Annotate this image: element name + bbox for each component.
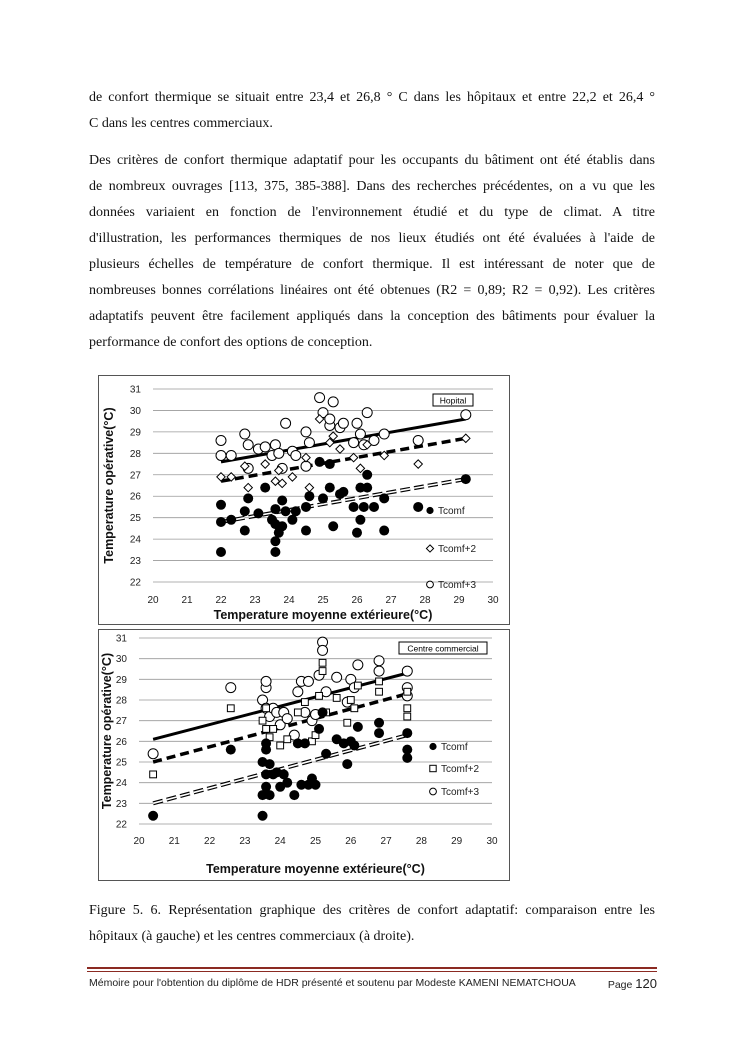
data-point <box>352 418 362 428</box>
x-tick-label: 28 <box>415 836 427 847</box>
data-point <box>314 724 324 734</box>
data-point <box>263 726 270 733</box>
data-point <box>291 450 301 460</box>
data-point <box>261 460 269 468</box>
data-point <box>243 440 253 450</box>
x-tick-label: 30 <box>486 836 498 847</box>
text-line: plusieurs échelles de température de confort thermique. Il est intéressant de noter que de <box>89 257 655 272</box>
data-point <box>282 778 292 788</box>
x-tick-label: 22 <box>204 836 216 847</box>
data-point <box>244 483 252 491</box>
chart-title: Centre commercial <box>407 643 479 654</box>
data-point <box>274 448 284 458</box>
y-tick-label: 27 <box>115 716 127 728</box>
data-point <box>260 442 270 452</box>
y-tick-label: 23 <box>129 556 141 568</box>
data-point <box>338 487 348 497</box>
data-point <box>352 528 362 538</box>
data-point <box>226 515 236 525</box>
page-label: Page <box>607 979 633 991</box>
data-point <box>315 457 325 467</box>
text-line: données variaient en fonction de l'environnement étudié et du type de climat. A titre <box>89 205 655 220</box>
data-point <box>282 714 292 724</box>
data-point <box>325 414 335 424</box>
y-tick-label: 24 <box>129 534 141 546</box>
data-point <box>349 453 357 461</box>
data-point <box>270 504 280 514</box>
data-point <box>319 659 326 666</box>
x-tick-label: 27 <box>385 595 397 606</box>
data-point <box>404 705 411 712</box>
legend-label: Tcomf+2 <box>438 544 477 555</box>
data-point <box>353 660 363 670</box>
data-point <box>260 483 270 493</box>
data-point <box>284 736 291 743</box>
data-point <box>325 459 335 469</box>
data-point <box>379 493 389 503</box>
data-point <box>288 473 296 481</box>
y-tick-label: 26 <box>115 736 127 748</box>
data-point <box>311 780 321 790</box>
data-point <box>301 461 311 471</box>
x-tick-label: 27 <box>380 836 392 847</box>
y-tick-label: 25 <box>115 757 127 769</box>
text-line: d'illustration, les performances thermiques de nos lieux étudiés ont été évaluées à l'aide de <box>89 231 655 246</box>
y-tick-label: 23 <box>115 798 127 810</box>
data-point <box>148 749 158 759</box>
data-point <box>362 483 372 493</box>
caption-line: hôpitaux (à gauche) et les centres commerciaux (à droite). <box>89 929 415 944</box>
data-point <box>461 410 471 420</box>
data-point <box>356 464 364 472</box>
y-tick-label: 28 <box>129 448 141 460</box>
caption-line: Figure 5. 6. Représentation graphique des critères de confort adaptatif: comparaison entre les <box>89 903 655 918</box>
data-point <box>338 418 348 428</box>
y-tick-label: 29 <box>115 674 127 686</box>
x-tick-label: 22 <box>215 595 227 606</box>
data-point <box>321 749 331 759</box>
data-point <box>281 506 291 516</box>
data-point <box>226 745 236 755</box>
data-point <box>277 742 284 749</box>
data-point <box>332 672 342 682</box>
footer-rule <box>87 971 657 972</box>
chart-title: Hopital <box>439 395 467 406</box>
x-tick-label: 29 <box>451 836 463 847</box>
x-tick-label: 30 <box>487 595 499 606</box>
data-point <box>216 500 226 510</box>
x-tick-label: 21 <box>181 595 193 606</box>
data-point <box>301 526 311 536</box>
data-point <box>304 491 314 501</box>
data-point <box>302 453 310 461</box>
data-point <box>355 515 365 525</box>
data-point <box>318 645 328 655</box>
x-tick-label: 23 <box>239 836 251 847</box>
legend-marker <box>430 765 436 771</box>
data-point <box>304 438 314 448</box>
legend-marker <box>430 788 437 795</box>
y-tick-label: 28 <box>115 695 127 707</box>
y-tick-label: 24 <box>115 778 127 790</box>
data-point <box>291 506 301 516</box>
data-point <box>226 450 236 460</box>
data-point <box>148 811 158 821</box>
data-point <box>305 483 313 491</box>
hospital-chart-svg <box>99 376 509 624</box>
data-point <box>349 502 359 512</box>
data-point <box>270 547 280 557</box>
x-axis-label: Temperature moyenne extérieure(°C) <box>206 862 425 876</box>
data-point <box>359 502 369 512</box>
data-point <box>328 397 338 407</box>
data-point <box>315 393 325 403</box>
data-point <box>216 450 226 460</box>
data-point <box>402 728 412 738</box>
y-tick-label: 22 <box>115 819 127 831</box>
y-tick-label: 25 <box>129 513 141 525</box>
data-point <box>374 656 384 666</box>
x-tick-label: 29 <box>453 595 465 606</box>
data-point <box>265 790 275 800</box>
data-point <box>243 493 253 503</box>
x-tick-label: 28 <box>419 595 431 606</box>
page-number <box>608 976 657 991</box>
x-tick-label: 20 <box>133 836 145 847</box>
data-point <box>342 759 352 769</box>
data-point <box>319 668 326 675</box>
data-point <box>253 508 263 518</box>
data-point <box>301 502 311 512</box>
data-point <box>461 474 471 484</box>
x-axis-label: Temperature moyenne extérieure(°C) <box>213 608 433 622</box>
data-point <box>414 460 422 468</box>
hospital-chart <box>98 375 510 625</box>
data-point <box>265 759 275 769</box>
mall-chart <box>98 629 510 881</box>
data-point <box>351 705 358 712</box>
data-point <box>344 719 351 726</box>
data-point <box>462 434 470 442</box>
data-point <box>404 713 411 720</box>
data-point <box>336 445 344 453</box>
data-point <box>226 683 236 693</box>
footer-text: Mémoire pour l'obtention du diplôme de HDR présenté et soutenu par Modeste KAMENI NEMATCHOUA <box>89 977 576 989</box>
legend-label: Tcomf+3 <box>441 787 480 798</box>
paragraph-2 <box>89 148 655 356</box>
data-point <box>347 697 354 704</box>
data-point <box>316 692 323 699</box>
x-tick-label: 25 <box>309 836 322 847</box>
text-line: nombreuses bonnes corrélations linéaires ont été obtenues (R2 = 0,89; R2 = 0,92). Les critères <box>89 283 655 298</box>
data-point <box>333 695 340 702</box>
data-point <box>293 687 303 697</box>
data-point <box>355 429 365 439</box>
data-point <box>277 521 287 531</box>
data-point <box>277 496 287 506</box>
y-tick-label: 29 <box>129 427 141 439</box>
data-point <box>150 771 157 778</box>
data-point <box>300 738 310 748</box>
data-point <box>376 678 383 685</box>
data-point <box>318 493 328 503</box>
data-point <box>258 811 268 821</box>
data-point <box>263 705 270 712</box>
data-point <box>240 506 250 516</box>
y-tick-label: 26 <box>129 491 141 503</box>
y-tick-label: 31 <box>115 633 127 645</box>
data-point <box>349 438 359 448</box>
data-point <box>261 676 271 686</box>
data-point <box>303 676 313 686</box>
legend-marker <box>426 507 433 514</box>
legend-marker <box>427 581 434 588</box>
data-point <box>261 738 271 748</box>
data-point <box>294 709 301 716</box>
data-point <box>325 483 335 493</box>
mall-chart-svg <box>99 630 509 880</box>
y-tick-label: 30 <box>129 405 141 417</box>
data-point <box>301 427 311 437</box>
data-point <box>270 536 280 546</box>
data-point <box>289 790 299 800</box>
text-line: adaptatifs peuvent être facilement appliqués dans la conception des bâtiments pour évaluer la <box>89 309 655 324</box>
y-tick-label: 27 <box>129 470 141 482</box>
data-point <box>404 688 411 695</box>
x-tick-label: 21 <box>168 836 180 847</box>
data-point <box>328 521 338 531</box>
text-line: Des critères de confort thermique adaptatif pour les occupants du bâtiment ont été établis dans <box>89 153 655 168</box>
y-axis-label: Temperature opérative(°C) <box>100 652 114 810</box>
data-point <box>402 666 412 676</box>
text-line: performance de confort des options de conception. <box>89 335 373 350</box>
x-tick-label: 24 <box>283 595 295 606</box>
page-number-value: 120 <box>635 976 657 991</box>
y-axis-label: Temperature opérative(°C) <box>102 407 116 564</box>
y-tick-label: 22 <box>129 577 141 589</box>
x-tick-label: 20 <box>147 595 159 606</box>
data-point <box>349 740 359 750</box>
y-tick-label: 31 <box>129 384 141 396</box>
data-point <box>302 699 309 706</box>
x-tick-label: 23 <box>249 595 261 606</box>
data-point <box>216 435 226 445</box>
data-point <box>281 418 291 428</box>
x-tick-label: 26 <box>351 595 363 606</box>
x-tick-label: 24 <box>274 836 286 847</box>
data-point <box>369 502 379 512</box>
data-point <box>216 517 226 527</box>
legend-label: Tcomf <box>441 742 468 753</box>
data-point <box>402 753 412 763</box>
data-point <box>259 717 266 724</box>
data-point <box>376 688 383 695</box>
data-point <box>379 526 389 536</box>
data-point <box>374 718 384 728</box>
paragraph-1 <box>89 85 655 137</box>
data-point <box>240 429 250 439</box>
data-point <box>362 408 372 418</box>
footer-rule <box>87 967 657 969</box>
data-point <box>379 429 389 439</box>
data-point <box>240 526 250 536</box>
data-point <box>227 705 234 712</box>
data-point <box>216 547 226 557</box>
y-tick-label: 30 <box>115 654 127 666</box>
legend-label: Tcomf <box>438 506 465 517</box>
data-point <box>413 502 423 512</box>
data-point <box>374 666 384 676</box>
text-line: de nombreux ouvrages [113, 375, 385-388]. Dans des recherches précédentes, on a vu que les <box>89 179 655 194</box>
data-point <box>362 470 372 480</box>
data-point <box>270 726 277 733</box>
data-point <box>318 707 328 717</box>
legend-marker <box>429 743 436 750</box>
x-tick-label: 26 <box>345 836 357 847</box>
text-line: C dans les centres commerciaux. <box>89 116 273 131</box>
data-point <box>413 435 423 445</box>
legend-marker <box>426 545 433 552</box>
data-point <box>374 728 384 738</box>
data-point <box>353 722 363 732</box>
legend-label: Tcomf+2 <box>441 764 480 775</box>
legend-label: Tcomf+3 <box>438 580 477 591</box>
x-tick-label: 25 <box>317 595 329 606</box>
data-point <box>287 515 297 525</box>
data-point <box>354 682 361 689</box>
figure-caption <box>89 898 655 950</box>
text-line: de confort thermique se situait entre 23,4 et 26,8 ° C dans les hôpitaux et entre 22,2 et 26,4 ° <box>89 90 655 105</box>
